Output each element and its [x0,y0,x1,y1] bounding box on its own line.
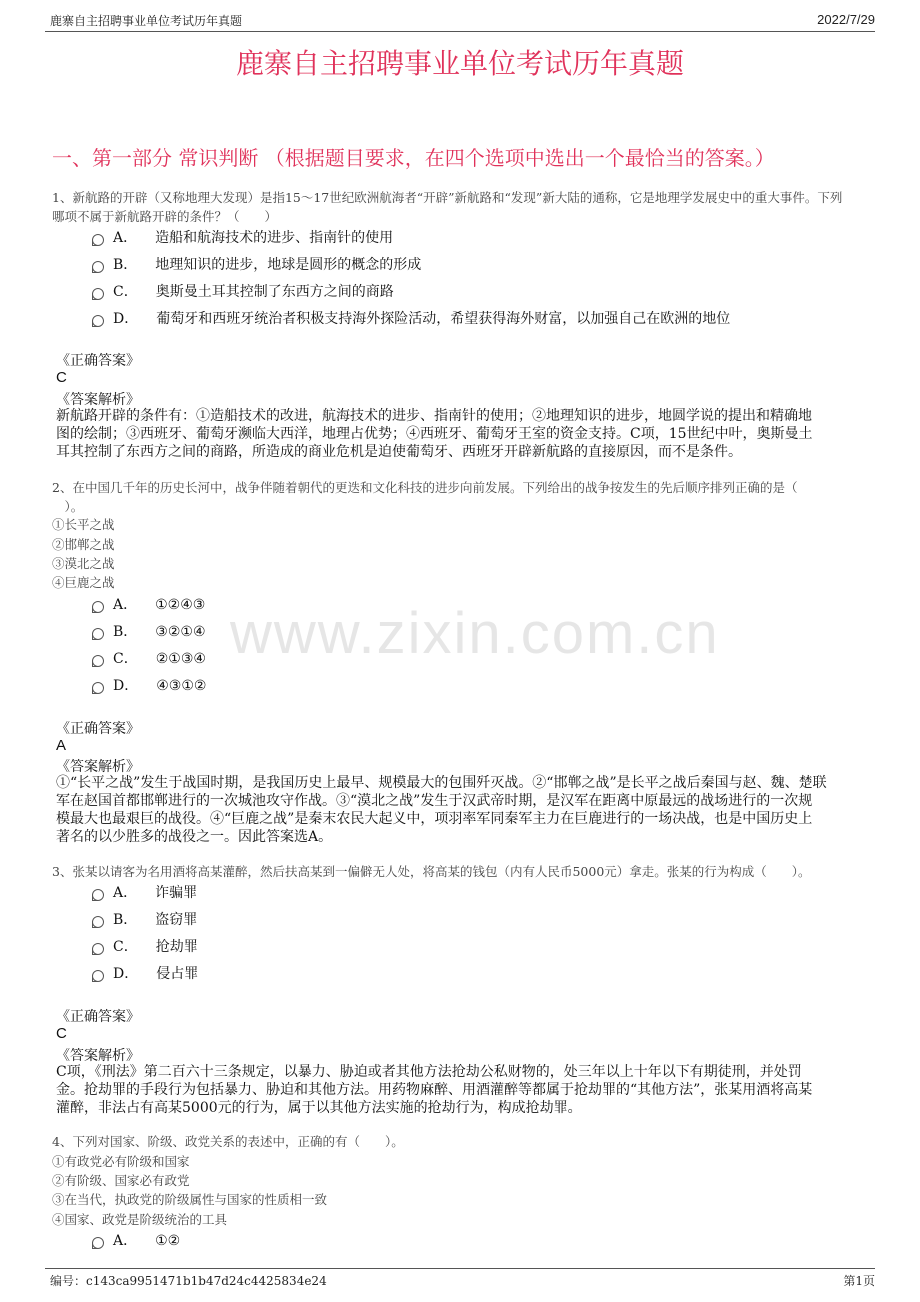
question-4-item-4: ④国家、政党是阶级统治的工具 [52,1212,228,1227]
question-4-option-a[interactable]: A． ①② [92,1232,180,1250]
question-3-option-c[interactable]: C． 抢劫罪 [92,938,198,956]
question-2-option-b[interactable]: B． ③②①④ [92,623,206,641]
question-2-stem: 2、在中国几千年的历史长河中，战争伴随着朝代的更迭和文化科技的进步向前发展。下列给出的战争按发生的先后顺序排列正确的是（ ）。 [52,480,798,514]
section-title: 一、第一部分 常识判断 （根据题目要求，在四个选项中选出一个最恰当的答案。） [52,146,775,170]
question-3-option-d[interactable]: D． 侵占罪 [92,965,198,983]
question-1-option-c[interactable]: C． 奥斯曼土耳其控制了东西方之间的商路 [92,283,394,301]
question-1-answer: C [56,369,67,386]
question-3-stem: 3、张某以请客为名用酒将高某灌醉，然后扶高某到一偏僻无人处，将高某的钱包（内有人民币5000元）拿走。张某的行为构成（ ）。 [52,864,811,879]
question-4-item-1: ①有政党必有阶级和国家 [52,1154,190,1169]
question-3-option-a[interactable]: A． 诈骗罪 [92,884,197,902]
radio-icon[interactable] [92,1237,104,1249]
radio-icon[interactable] [92,234,104,246]
header-title: 鹿寨自主招聘事业单位考试历年真题 [50,14,243,28]
document-title: 鹿寨自主招聘事业单位考试历年真题 [235,47,684,80]
question-4-item-2: ②有阶级、国家必有政党 [52,1173,190,1188]
question-2-option-a[interactable]: A． ①②④③ [92,596,205,614]
question-4-stem: 4、下列对国家、阶级、政党关系的表述中，正确的有（ ）。 [52,1134,404,1149]
question-2-option-c[interactable]: C． ②①③④ [92,650,206,668]
radio-icon[interactable] [92,601,104,613]
radio-icon[interactable] [92,288,104,300]
question-1-option-d[interactable]: D． 葡萄牙和西班牙统治者积极支持海外探险活动，希望获得海外财富，以加强自己在欧洲的地位 [92,310,730,328]
header-date: 2022/7/29 [817,12,875,27]
question-1-option-a[interactable]: A． 造船和航海技术的进步、指南针的使用 [92,229,393,247]
question-2-answer: A [56,737,67,754]
question-2-analysis: ①“长平之战”发生于战国时期，是我国历史上最早、规模最大的包围歼灭战。②“邯郸之战”是长平之战后秦国与赵、魏、楚联 军在赵国首都邯郸进行的一次城池攻守作战。③“漠北之战”发生于汉武帝时期，是汉军在距离中原最远的战场进行的一次规 模最大也最艰巨的战役。④“巨鹿之战”是秦末农民大起义中，项羽率军同秦军主力在巨鹿进行的一场决战，也是中国历史上 著名的以少胜多的战役之一。因此答案选A。 [56,775,827,845]
footer-page-number: 第1页 [843,1274,875,1288]
question-3-analysis-label: 《答案解析》 [56,1048,140,1064]
radio-icon[interactable] [92,682,104,694]
footer-code: 编号：c143ca9951471b1b47d24c4425834e24 [50,1274,327,1288]
radio-icon[interactable] [92,970,104,982]
radio-icon[interactable] [92,889,104,901]
question-1-stem: 1、新航路的开辟（又称地理大发现）是指15～17世纪欧洲航海者“开辟”新航路和“发现”新大陆的通称，它是地理学发展史中的重大事件。下列 哪项不属于新航路开辟的条件？（ ） [52,190,843,224]
question-3-answer-label: 《正确答案》 [56,1009,140,1025]
radio-icon[interactable] [92,943,104,955]
radio-icon[interactable] [92,315,104,327]
question-1-analysis: 新航路开辟的条件有：①造船技术的改进，航海技术的进步、指南针的使用；②地理知识的进步，地圆学说的提出和精确地 图的绘制；③西班牙、葡萄牙濒临大西洋，地理占优势；④西班牙、葡萄牙王室的资金支持。C项，15世纪中叶，奥斯曼土 耳其控制了东西方之间的商路，所造成的商业危机是迫使葡萄牙、西班牙开辟新航路的直接原因，而不是条件。 [56,408,813,460]
question-3-analysis: C项，《刑法》第二百六十三条规定，以暴力、胁迫或者其他方法抢劫公私财物的，处三年以上十年以下有期徒刑，并处罚 金。抢劫罪的手段行为包括暴力、胁迫和其他方法。用药物麻醉、用酒灌醉等都属于抢劫罪的“其他方法”，张某用酒将高某 灌醉，非法占有高某5000元的行为，属于以其他方法实施的抢劫行为，构成抢劫罪。 [56,1064,813,1116]
radio-icon[interactable] [92,261,104,273]
question-3-answer: C [56,1025,67,1042]
question-1-option-b[interactable]: B． 地理知识的进步，地球是圆形的概念的形成 [92,256,421,274]
question-2-item-1: ①长平之战 [52,517,115,532]
question-4-item-3: ③在当代，执政党的阶级属性与国家的性质相一致 [52,1192,328,1207]
header-divider [45,31,875,32]
question-1-analysis-label: 《答案解析》 [56,392,140,408]
watermark: www.zixin.com.cn [230,601,720,666]
question-1-answer-label: 《正确答案》 [56,353,140,369]
question-2-item-3: ③漠北之战 [52,556,115,571]
question-2-item-4: ④巨鹿之战 [52,575,115,590]
footer-divider [45,1268,875,1269]
question-2-analysis-label: 《答案解析》 [56,759,140,775]
radio-icon[interactable] [92,628,104,640]
question-2-answer-label: 《正确答案》 [56,721,140,737]
radio-icon[interactable] [92,655,104,667]
question-2-option-d[interactable]: D． ④③①② [92,677,206,695]
question-2-item-2: ②邯郸之战 [52,537,115,552]
radio-icon[interactable] [92,916,104,928]
question-3-option-b[interactable]: B． 盗窃罪 [92,911,197,929]
